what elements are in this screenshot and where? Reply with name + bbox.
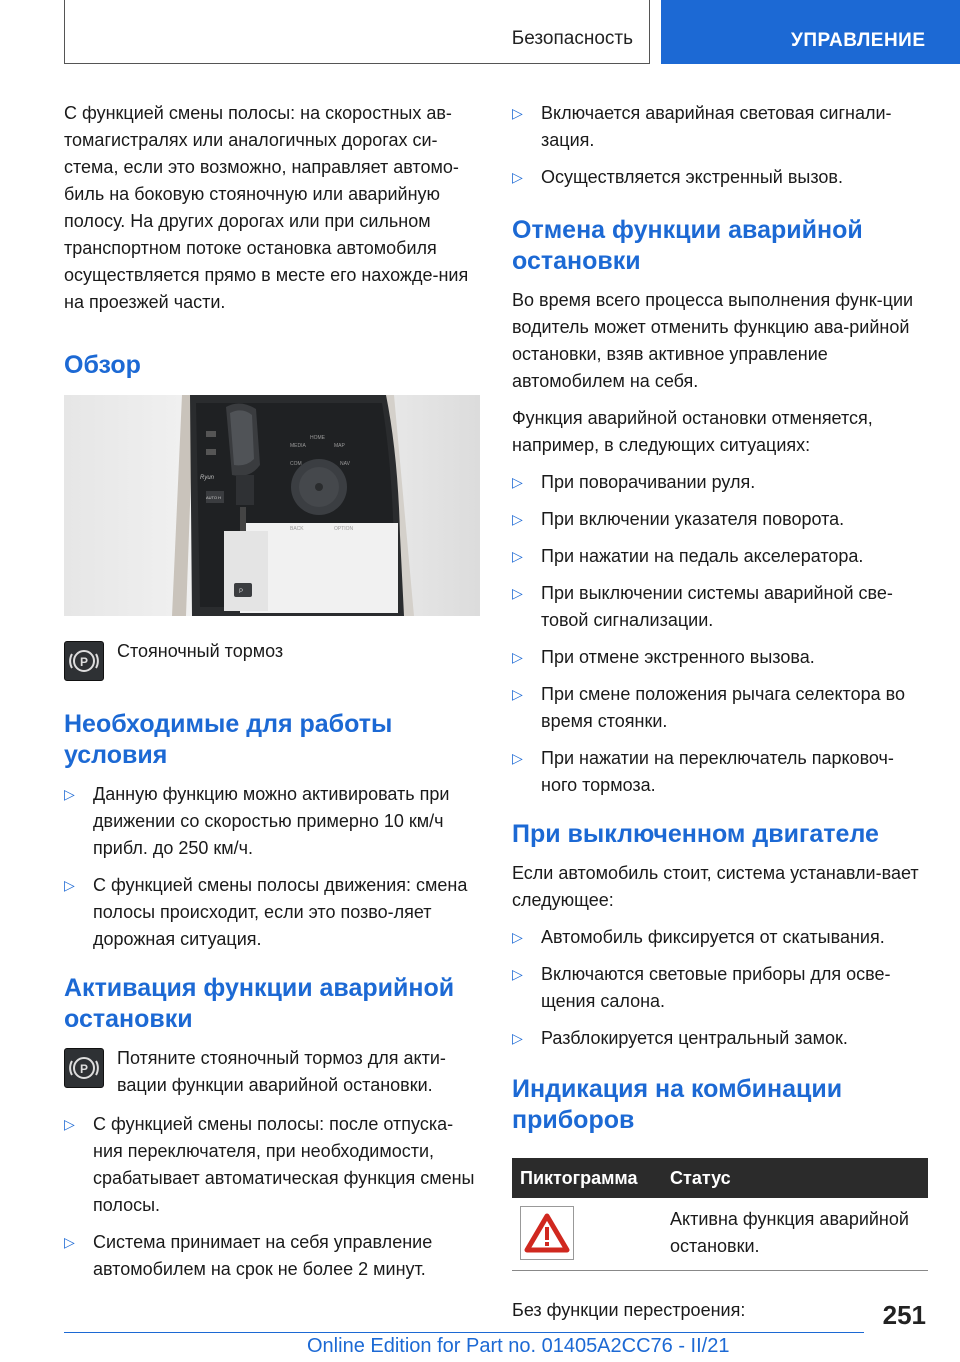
right-column [512,100,928,1324]
cancel-list [512,469,928,799]
triangle-bullet-icon: ▷ [512,750,523,766]
engine-off-list [512,924,928,1052]
column-header-status: Статус [662,1158,928,1198]
engine-off-text: Если автомобиль стоит, система устанавли-вает следующее: [512,863,919,910]
pictogram-cell [512,1198,662,1271]
cluster-heading: Индикация на комбинации приборов [512,1075,843,1134]
header-chapter-tab [661,0,960,64]
triangle-bullet-icon: ▷ [512,686,523,702]
list-item: ▷ Данную функцию можно активировать при движении со скоростью примерно 10 км/ч прибл. до 250 км/ч. [64,781,480,862]
header-section-tab [64,0,650,64]
list-item: ▷ При включении указателя поворота. [512,506,928,533]
column-header-pictogram: Пиктограмма [512,1158,662,1198]
triangle-bullet-icon: ▷ [512,1030,523,1046]
triangle-bullet-icon: ▷ [512,511,523,527]
left-column [64,100,480,1293]
emergency-actions-list [512,100,928,191]
list-item: ▷ Включается аварийная световая сигнали-зация. [512,100,928,154]
label-nav: NAV [340,461,350,467]
triangle-bullet-icon: ▷ [512,585,523,601]
label-com: COM [290,461,302,467]
activation-text: Потяните стояночный тормоз для акти-вации функции аварийной остановки. [117,1048,446,1095]
page-number: 251 [882,1300,926,1330]
list-item: ▷ Система принимает на себя управление автомобилем на срок не более 2 минут. [64,1229,480,1283]
list-item: ▷ Разблокируется центральный замок. [512,1025,928,1052]
label-map: MAP [334,443,345,449]
status-table [512,1158,928,1271]
conditions-list [64,781,480,953]
header-section-title: Безопасность [511,28,633,49]
intro-paragraph: С функцией смены полосы: на скоростных ав-томагистралях или аналогичных дорогах си-стема, если это возможно, направляет автомо-биль на боковую стояночную или аварийную полосу. На других дорогах или при сильном транспортном потоке остановка автомобиля осуществляется прямо в месте его нахожде-ния на проезжей части. [64,103,469,312]
list-item: ▷ С функцией смены полосы движения: смена полосы происходит, если это позво-ляет дорожная ситуация. [64,872,480,953]
activation-list [64,1111,480,1283]
list-item: ▷ С функцией смены полосы: после отпуска-ния переключателя, при необходимости, срабатывает автоматическая функция смены полосы. [64,1111,480,1219]
conditions-heading: Необходимые для работы условия [64,710,393,769]
triangle-bullet-icon: ▷ [64,786,75,802]
activation-heading: Активация функции аварийной остановки [64,974,455,1033]
parking-brake-icon [64,641,104,681]
triangle-bullet-icon: ▷ [512,929,523,945]
center-console-photo [64,395,480,616]
list-item: ▷ При отмене экстренного вызова. [512,644,928,671]
svg-text:P: P [79,1062,89,1076]
engine-off-heading: При выключенном двигателе [512,820,879,848]
footer-edition: Online Edition for Part no. 01405A2CC76 - II/21 [307,1335,730,1357]
list-item: ▷ При нажатии на педаль акселератора. [512,543,928,570]
list-item: ▷ При поворачивании руля. [512,469,928,496]
header-chapter-title: УПРАВЛЕНИЕ [791,30,926,51]
parking-brake-caption-row [64,638,480,681]
triangle-bullet-icon: ▷ [512,649,523,665]
warning-triangle-icon [520,1206,574,1260]
list-item: ▷ При нажатии на переключатель парковоч-ного тормоза. [512,745,928,799]
triangle-bullet-icon: ▷ [512,966,523,982]
cancel-heading: Отмена функции аварийной остановки [512,216,863,275]
footer-divider [64,1332,864,1333]
label-brand: Ryun [200,475,215,481]
triangle-bullet-icon: ▷ [512,105,523,121]
center-console-illustration [64,395,480,616]
no-lane-change-text: Без функции перестроения: [512,1300,746,1320]
list-item: ▷ Автомобиль фиксируется от скатывания. [512,924,928,951]
parking-brake-icon [64,1048,104,1088]
activation-row [64,1045,480,1099]
label-back: BACK [290,526,304,532]
cancel-text-2: Функция аварийной остановки отменяется, например, в следующих ситуациях: [512,408,873,455]
triangle-bullet-icon: ▷ [64,1234,75,1250]
triangle-bullet-icon: ▷ [64,1116,75,1132]
triangle-bullet-icon: ▷ [512,474,523,490]
list-item: ▷ Включаются световые приборы для осве-щения салона. [512,961,928,1015]
label-auto-hold: AUTO H [206,495,222,500]
overview-heading: Обзор [64,351,141,379]
triangle-bullet-icon: ▷ [512,548,523,564]
triangle-bullet-icon: ▷ [512,169,523,185]
label-home: HOME [310,435,325,441]
list-item: ▷ При смене положения рычага селектора во время стоянки. [512,681,928,735]
label-park: P [239,589,244,595]
triangle-bullet-icon: ▷ [64,877,75,893]
list-item: ▷ При выключении системы аварийной све-товой сигнализации. [512,580,928,634]
table-row [512,1198,928,1271]
status-cell: Активна функция аварийной остановки. [662,1198,928,1271]
parking-brake-caption: Стояночный тормоз [117,641,284,661]
label-option: OPTION [334,526,354,532]
svg-text:P: P [79,655,89,669]
label-media: MEDIA [290,443,306,449]
list-item: ▷ Осуществляется экстренный вызов. [512,164,928,191]
cancel-text-1: Во время всего процесса выполнения функ-ции водитель может отменить функцию ава-рийной остановки, взяв активное управление автомобилем на себя. [512,290,914,391]
